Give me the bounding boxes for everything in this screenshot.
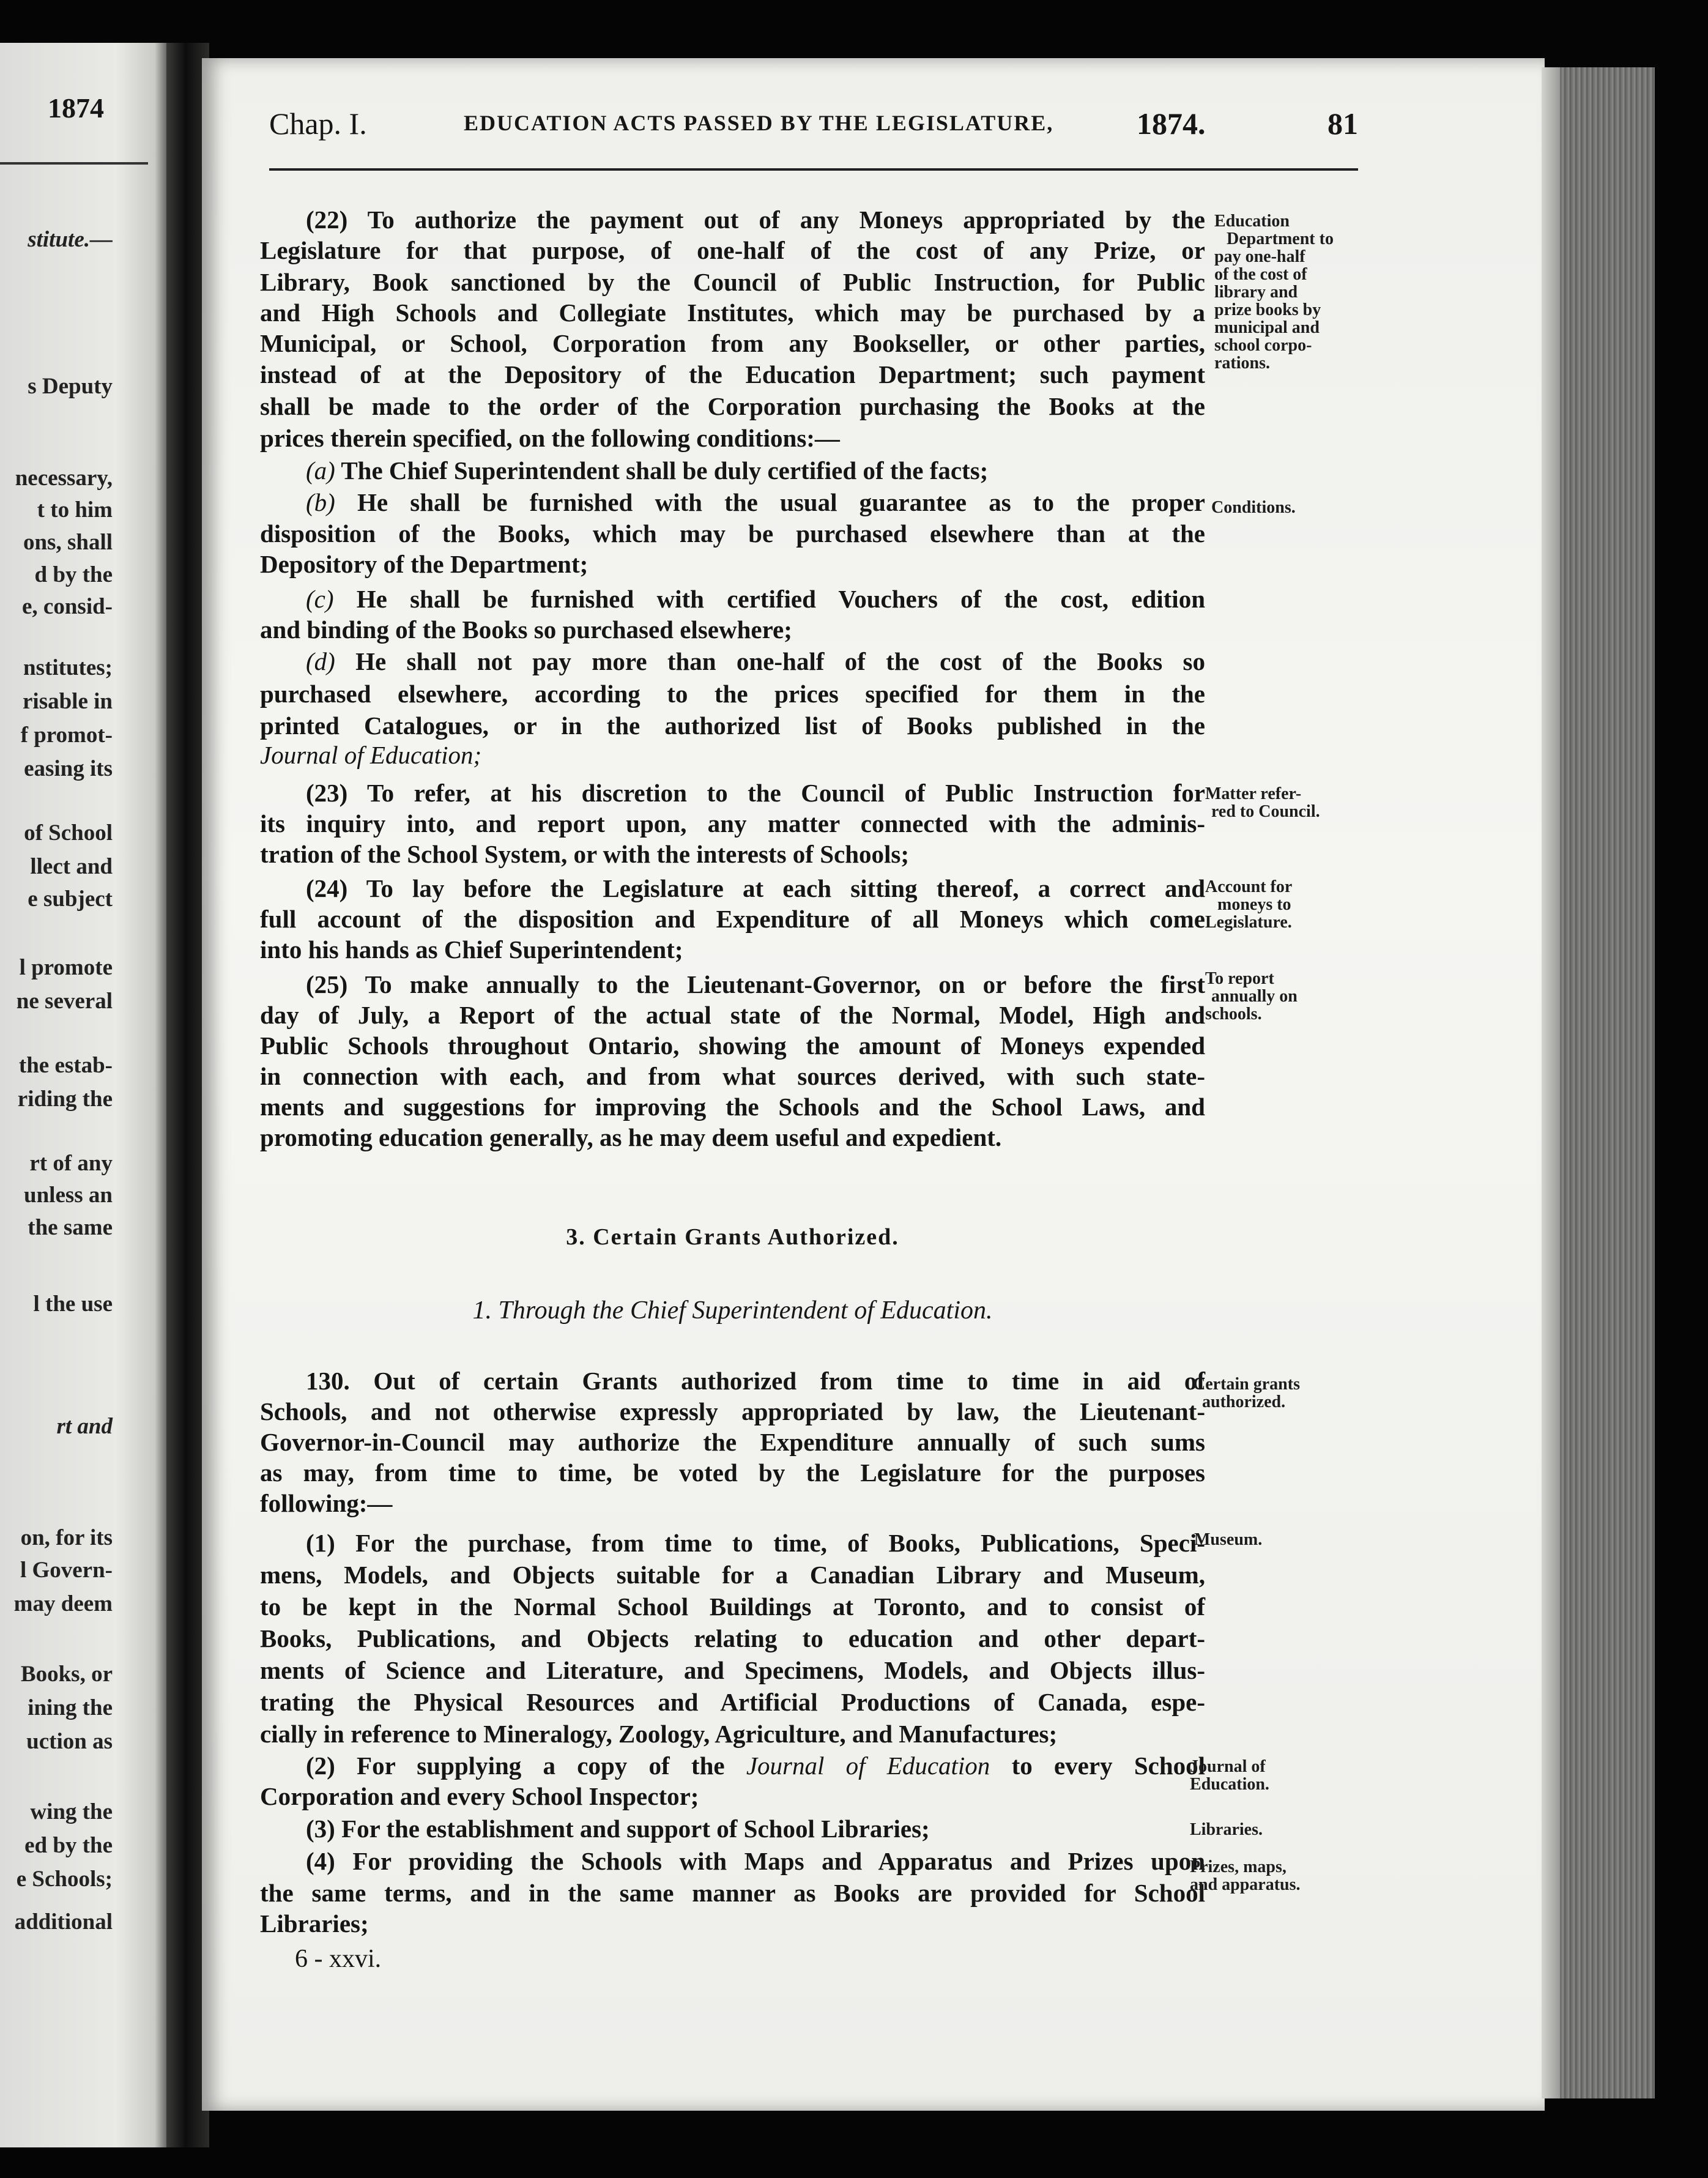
facing-page-line: t to him bbox=[37, 497, 113, 522]
condition-label: (d) bbox=[306, 647, 335, 675]
condition-text: He shall be furnished with certified Vouchers of the cost, edition bbox=[356, 585, 1205, 613]
body-line: (1) For the purchase, from time to time, of Books, Publications, Speci- bbox=[306, 1529, 1205, 1557]
body-line: Legislature for that purpose, of one-half of the cost of any Prize, or bbox=[260, 236, 1205, 264]
page-edge-stack bbox=[1545, 67, 1655, 2098]
section-heading: 3. Certain Grants Authorized. bbox=[566, 1224, 899, 1250]
body-line: printed Catalogues, or in the authorized list of Books published in the bbox=[260, 712, 1205, 740]
condition-text: The Chief Superintendent shall be duly certified of the facts; bbox=[341, 456, 989, 485]
body-line: ments of Science and Literature, and Specimens, Models, and Objects illus- bbox=[260, 1656, 1205, 1684]
body-line: and High Schools and Collegiate Institutes, which may be purchased by a bbox=[260, 299, 1205, 327]
facing-page-line: uction as bbox=[26, 1729, 113, 1754]
facing-page-line: ed by the bbox=[24, 1833, 113, 1858]
facing-page-line: of School bbox=[24, 820, 113, 846]
body-line: ments and suggestions for improving the Schools and the School Laws, and bbox=[260, 1093, 1205, 1121]
body-line: promoting education generally, as he may deem useful and expedient. bbox=[260, 1123, 1002, 1151]
facing-page-line: may deem bbox=[13, 1591, 113, 1616]
sidenote-line: library and bbox=[1214, 283, 1298, 302]
sidenote-line: Conditions. bbox=[1211, 498, 1296, 517]
condition-text: He shall not pay more than one-half of the cost of the Books so bbox=[355, 647, 1206, 675]
sidenote-line: authorized. bbox=[1202, 1392, 1286, 1411]
facing-page-line: riding the bbox=[17, 1087, 113, 1112]
condition-label: (a) bbox=[306, 456, 335, 485]
facing-page-line: rt and bbox=[56, 1414, 113, 1439]
body-line: Governor-in-Council may authorize the Expenditure annually of such sums bbox=[260, 1428, 1205, 1456]
facing-page-line: e Schools; bbox=[16, 1867, 113, 1892]
body-line: tration of the School System, or with the interests of Schools; bbox=[260, 840, 909, 868]
sidenote-line: Education. bbox=[1190, 1775, 1269, 1794]
page-number: 81 bbox=[1327, 106, 1358, 141]
condition-c bbox=[260, 584, 1205, 614]
facing-page-line: ne several bbox=[16, 989, 113, 1014]
sidenote-line: Journal of bbox=[1190, 1757, 1266, 1776]
signature-folio: 6 - xxvi. bbox=[295, 1945, 382, 1973]
facing-page-line: l the use bbox=[33, 1292, 113, 1317]
item-text: to every School bbox=[1011, 1752, 1206, 1780]
condition-a bbox=[260, 456, 1205, 485]
facing-page-line: wing the bbox=[30, 1799, 113, 1824]
body-line: Library, Book sanctioned by the Council of Public Instruction, for Public bbox=[260, 268, 1205, 296]
facing-page-line: necessary, bbox=[15, 466, 113, 491]
body-line: and binding of the Books so purchased elsewhere; bbox=[260, 615, 792, 644]
facing-page-line: f promot- bbox=[20, 723, 113, 748]
sidenote-line: municipal and bbox=[1214, 318, 1320, 337]
condition-d bbox=[260, 647, 1205, 676]
sidenote-line: school corpo- bbox=[1214, 336, 1312, 355]
journal-title-italic: Journal of Education; bbox=[260, 741, 482, 769]
facing-page-line: l promote bbox=[19, 955, 113, 980]
sidenote-line: Certain grants bbox=[1193, 1375, 1300, 1394]
body-line: purchased elsewhere, according to the prices specified for them in the bbox=[260, 680, 1205, 708]
body-line: trating the Physical Resources and Artificial Productions of Canada, espe- bbox=[260, 1688, 1205, 1716]
body-line: Schools, and not otherwise expressly appropriated by law, the Lieutenant- bbox=[260, 1397, 1205, 1425]
facing-page-line: additional bbox=[14, 1909, 113, 1935]
body-line: as may, from time to time, be voted by the Legislature for the purposes bbox=[260, 1459, 1205, 1487]
body-line: (23) To refer, at his discretion to the Council of Public Instruction for bbox=[306, 779, 1205, 807]
sidenote-line: Libraries. bbox=[1190, 1820, 1263, 1839]
body-line: the same terms, and in the same manner as Books are provided for School bbox=[260, 1879, 1205, 1907]
body-line: in connection with each, and from what sources derived, with such state- bbox=[260, 1062, 1205, 1090]
sidenote-line: Matter refer- bbox=[1205, 784, 1302, 803]
body-line: Depository of the Department; bbox=[260, 550, 589, 578]
body-line: mens, Models, and Objects suitable for a Canadian Library and Museum, bbox=[260, 1561, 1205, 1589]
sidenote-libraries bbox=[1190, 1821, 1355, 1838]
running-header-chapter: Chap. I. bbox=[269, 106, 367, 141]
body-line: (24) To lay before the Legislature at each sitting thereof, a correct and bbox=[306, 874, 1205, 902]
body-line: Municipal, or School, Corporation from any Bookseller, or other parties, bbox=[260, 329, 1205, 357]
body-line: (4) For providing the Schools with Maps and Apparatus and Prizes upon bbox=[306, 1847, 1205, 1875]
sidenote-line: Legislature. bbox=[1205, 913, 1292, 932]
facing-page-line: easing its bbox=[24, 756, 113, 781]
facing-page-line: rt of any bbox=[29, 1151, 113, 1176]
body-line: to be kept in the Normal School Buildings at Toronto, and to consist of bbox=[260, 1593, 1205, 1621]
facing-page-rule bbox=[0, 162, 148, 165]
sidenote-line: To report bbox=[1205, 969, 1274, 988]
header-rule bbox=[269, 168, 1358, 171]
condition-text: He shall be furnished with the usual guarantee as to the proper bbox=[357, 488, 1205, 516]
facing-page-line: ons, shall bbox=[23, 530, 113, 555]
body-line: (22) To authorize the payment out of any Moneys appropriated by the bbox=[306, 206, 1205, 234]
facing-page-line: d by the bbox=[34, 562, 113, 587]
facing-page-line: ining the bbox=[28, 1695, 113, 1720]
sidenote-line: red to Council. bbox=[1211, 802, 1320, 821]
sidenote-line: Museum. bbox=[1194, 1530, 1263, 1549]
body-line: into his hands as Chief Superintendent; bbox=[260, 935, 683, 964]
sidenote-line: of the cost of bbox=[1214, 265, 1307, 284]
sidenote-line: moneys to bbox=[1217, 895, 1291, 914]
subsection-heading: 1. Through the Chief Superintendent of Education. bbox=[472, 1296, 993, 1325]
facing-page-line: stitute.— bbox=[28, 227, 113, 252]
facing-page-line: risable in bbox=[23, 689, 113, 714]
sidenote-report bbox=[1205, 970, 1370, 1023]
sidenote-prizes bbox=[1190, 1858, 1355, 1894]
sidenote-line: schools. bbox=[1205, 1005, 1262, 1024]
body-line: cially in reference to Mineralogy, Zoology, Agriculture, and Manufactures; bbox=[260, 1720, 1058, 1748]
facing-page bbox=[0, 43, 166, 2147]
body-line: (25) To make annually to the Lieutenant-Governor, on or before the first bbox=[306, 970, 1205, 998]
body-line: Libraries; bbox=[260, 1909, 369, 1938]
facing-page-line: the same bbox=[28, 1215, 113, 1240]
body-line: day of July, a Report of the actual state of the Normal, Model, High and bbox=[260, 1001, 1205, 1029]
sidenote-conditions bbox=[1211, 499, 1376, 516]
body-line: Corporation and every School Inspector; bbox=[260, 1782, 699, 1810]
body-line: shall be made to the order of the Corporation purchasing the Books at the bbox=[260, 392, 1205, 420]
facing-page-header: 1874 bbox=[48, 92, 104, 124]
page-edge-highlight bbox=[1542, 67, 1560, 2098]
item-text: (2) For supplying a copy of the bbox=[306, 1752, 725, 1780]
sidenote-line: and apparatus. bbox=[1190, 1875, 1301, 1894]
body-line: its inquiry into, and report upon, any matter connected with the adminis- bbox=[260, 809, 1205, 838]
condition-b bbox=[260, 488, 1205, 517]
sidenote-education-department bbox=[1214, 212, 1379, 372]
facing-page-line: unless an bbox=[24, 1183, 113, 1208]
condition-label: (b) bbox=[306, 488, 335, 516]
sidenote-account bbox=[1205, 878, 1370, 931]
body-line: instead of at the Depository of the Education Department; such payment bbox=[260, 360, 1205, 388]
sidenote-line: annually on bbox=[1211, 987, 1298, 1006]
body-line: Public Schools throughout Ontario, showing the amount of Moneys expended bbox=[260, 1031, 1205, 1060]
sidenote-line: pay one-half bbox=[1214, 247, 1305, 266]
condition-label: (c) bbox=[306, 585, 334, 613]
sidenote-museum bbox=[1194, 1531, 1359, 1548]
sidenote-line: Education bbox=[1214, 212, 1290, 231]
running-header-year: 1874. bbox=[1137, 106, 1206, 141]
facing-page-line: llect and bbox=[30, 854, 113, 879]
facing-page-line: l Govern- bbox=[20, 1558, 113, 1583]
sidenote-certain-grants bbox=[1193, 1375, 1358, 1411]
sidenote-line: rations. bbox=[1214, 354, 1270, 373]
body-line: full account of the disposition and Expenditure of all Moneys which come bbox=[260, 905, 1205, 933]
facing-page-line: Books, or bbox=[20, 1662, 113, 1687]
sidenote-line: Department to bbox=[1227, 229, 1334, 248]
body-line: Books, Publications, and Objects relating to education and other depart- bbox=[260, 1624, 1205, 1652]
body-line bbox=[260, 1751, 1205, 1780]
sidenote-journal bbox=[1190, 1758, 1355, 1793]
body-line: 130. Out of certain Grants authorized from time to time in aid of bbox=[306, 1367, 1205, 1395]
sidenote-matter-referred bbox=[1205, 785, 1370, 820]
facing-page-line: e, consid- bbox=[22, 594, 113, 619]
sidenote-line: Prizes, maps, bbox=[1190, 1857, 1287, 1876]
body-line: (3) For the establishment and support of School Libraries; bbox=[306, 1815, 930, 1843]
facing-page-line: the estab- bbox=[18, 1053, 113, 1078]
facing-page-line: e subject bbox=[28, 886, 113, 912]
sidenote-line: Account for bbox=[1205, 877, 1293, 896]
body-line: following:— bbox=[260, 1489, 393, 1517]
body-line: prices therein specified, on the following conditions:— bbox=[260, 424, 840, 452]
facing-page-line: on, for its bbox=[20, 1525, 113, 1550]
facing-page-line: nstitutes; bbox=[23, 655, 113, 680]
journal-title-italic: Journal of Education bbox=[746, 1752, 990, 1780]
running-header-title: EDUCATION ACTS PASSED BY THE LEGISLATURE, bbox=[464, 111, 1054, 135]
facing-page-line: s Deputy bbox=[28, 374, 113, 399]
sidenote-line: prize books by bbox=[1214, 300, 1321, 319]
body-line: disposition of the Books, which may be purchased elsewhere than at the bbox=[260, 519, 1205, 548]
